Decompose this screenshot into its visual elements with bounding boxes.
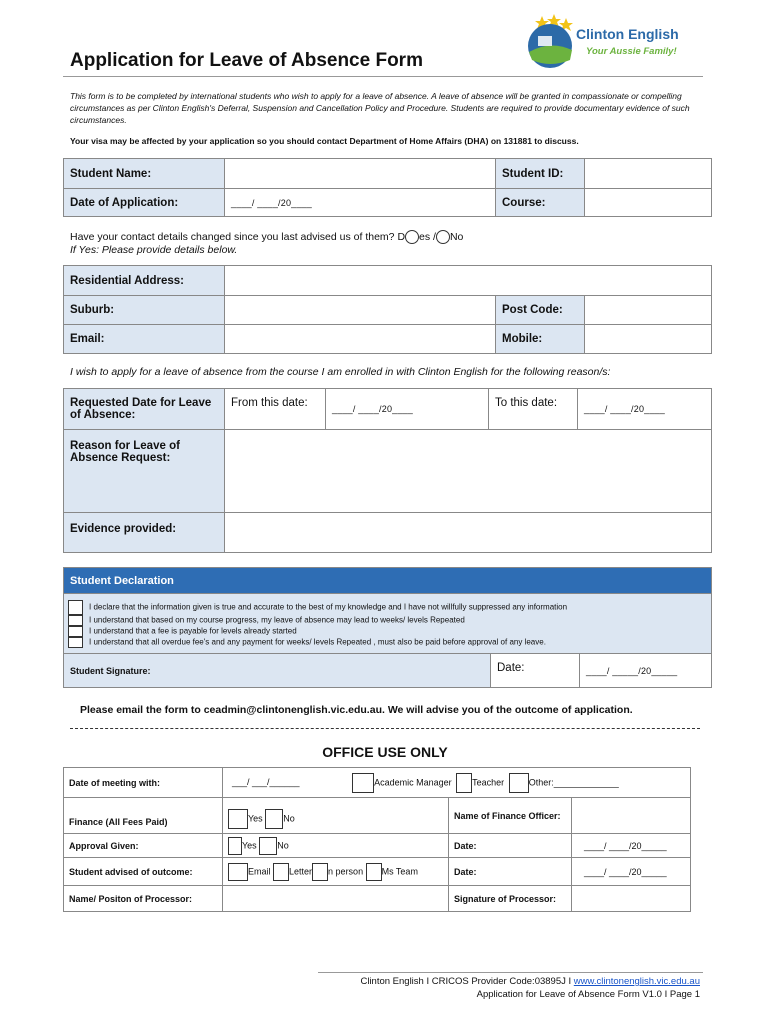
email-instruction: Please email the form to ceadmin@clintonenglish.vic.edu.au. We will advise you of the outcome of application.: [80, 704, 633, 716]
approval-yes-label: Yes: [242, 839, 257, 850]
yes-radio-label: es /: [419, 230, 436, 243]
residential-address-label: Residential Address:: [64, 266, 225, 296]
meeting-date-field[interactable]: ___/ ___/______: [232, 776, 300, 787]
to-date-field[interactable]: ____/ ____/20____: [578, 389, 712, 430]
academic-manager-label: Academic Manager: [374, 776, 452, 787]
email-option-label: Email: [248, 865, 271, 876]
to-date-label: To this date:: [489, 389, 578, 430]
declaration-date-label: Date:: [491, 654, 580, 688]
approval-date-label: Date:: [449, 834, 572, 858]
office-use-heading: OFFICE USE ONLY: [322, 744, 448, 760]
date-of-application-field[interactable]: ____/ ____/20____: [225, 189, 496, 217]
logo-emblem-icon: [520, 14, 700, 72]
contact-question-note: If Yes: Please provide details below.: [70, 244, 238, 256]
finance-yes-checkbox[interactable]: [228, 809, 248, 829]
suburb-label: Suburb:: [64, 296, 225, 325]
in-person-checkbox[interactable]: [312, 863, 328, 881]
leave-table: [63, 388, 712, 553]
teacher-label: Teacher: [472, 776, 505, 787]
footer-website-link[interactable]: www.clintonenglish.vic.edu.au: [573, 976, 700, 987]
student-name-label: Student Name:: [64, 159, 225, 189]
declaration-item-text: I understand that all overdue fee's and any payment for weeks/ levels Repeated , must also be paid before approval of any leave.: [89, 637, 546, 647]
mobile-label: Mobile:: [496, 325, 585, 354]
declaration-heading: Student Declaration: [64, 568, 712, 594]
finance-options: [223, 798, 449, 834]
from-date-field[interactable]: ____/ ____/20____: [326, 389, 489, 430]
footer-page-info: Application for Leave of Absence Form V1.0 I Page 1: [476, 989, 700, 1000]
student-id-field[interactable]: [585, 159, 712, 189]
other-checkbox[interactable]: [509, 773, 529, 793]
meeting-cell: [223, 768, 691, 798]
ms-team-option-label: Ms Team: [381, 865, 418, 876]
declaration-checkbox[interactable]: [68, 637, 83, 648]
approval-yes-checkbox[interactable]: [228, 837, 242, 855]
meeting-label: Date of meeting with:: [64, 768, 223, 798]
finance-officer-field[interactable]: [572, 798, 691, 834]
email-checkbox[interactable]: [228, 863, 248, 881]
reason-label: Reason for Leave of Absence Request:: [64, 430, 225, 513]
in-person-option-label: n person: [328, 865, 364, 876]
suburb-field[interactable]: [225, 296, 496, 325]
declaration-item: [68, 626, 707, 637]
residential-address-field[interactable]: [225, 266, 712, 296]
date-of-application-label: Date of Application:: [64, 189, 225, 217]
advised-options: [223, 858, 449, 886]
title-divider: [63, 76, 703, 77]
finance-no-label: No: [283, 813, 295, 824]
advised-label: Student advised of outcome:: [64, 858, 223, 886]
evidence-label: Evidence provided:: [64, 513, 225, 553]
email-field[interactable]: [225, 325, 496, 354]
declaration-item-text: I understand that based on my course progress, my leave of absence may lead to weeks/ levels Repeated: [89, 615, 465, 625]
student-signature-label: Student Signature:: [64, 654, 491, 688]
processor-signature-label: Signature of Processor:: [449, 886, 572, 912]
declaration-items: [64, 594, 712, 654]
evidence-field[interactable]: [225, 513, 712, 553]
contact-change-question: [70, 230, 463, 257]
letter-checkbox[interactable]: [273, 863, 289, 881]
processor-label: Name/ Positon of Processor:: [64, 886, 223, 912]
finance-label: Finance (All Fees Paid): [64, 798, 223, 834]
yes-radio[interactable]: [405, 230, 419, 244]
logo-tagline: Your Aussie Family!: [586, 46, 677, 57]
declaration-table: [63, 567, 712, 688]
no-radio-label: No: [449, 230, 464, 243]
approval-no-label: No: [277, 839, 289, 850]
declaration-date-field[interactable]: ____/ _____/20_____: [580, 654, 712, 688]
letter-option-label: Letter: [289, 865, 313, 876]
declaration-item: [68, 600, 707, 615]
from-date-label: From this date:: [225, 389, 326, 430]
course-label: Course:: [496, 189, 585, 217]
declaration-item-text: I understand that a fee is payable for levels already started: [89, 626, 297, 636]
student-name-field[interactable]: [225, 159, 496, 189]
no-radio[interactable]: [436, 230, 450, 244]
footer-divider: [318, 972, 703, 973]
declaration-item: [68, 637, 707, 648]
postcode-label: Post Code:: [496, 296, 585, 325]
finance-no-checkbox[interactable]: [265, 809, 283, 829]
apply-statement: I wish to apply for a leave of absence from the course I am enrolled in with Clinton English for the following reason/s:: [70, 366, 611, 378]
course-field[interactable]: [585, 189, 712, 217]
reason-field[interactable]: [225, 430, 712, 513]
advised-date-label: Date:: [449, 858, 572, 886]
finance-yes-label: Yes: [248, 813, 263, 824]
mobile-field[interactable]: [585, 325, 712, 354]
logo-name: Clinton English: [576, 26, 679, 42]
page-title: Application for Leave of Absence Form: [70, 50, 423, 71]
processor-field[interactable]: [223, 886, 449, 912]
approval-label: Approval Given:: [64, 834, 223, 858]
footer-provider-text: Clinton English I CRICOS Provider Code:03895J I: [360, 976, 574, 987]
declaration-item-text: I declare that the information given is true and accurate to the best of my knowledge and I have not willfully suppressed any information: [89, 602, 568, 612]
finance-officer-label: Name of Finance Officer:: [449, 798, 572, 834]
intro-text: This form is to be completed by international students who wish to apply for a leave of absence. A leave of absence will be granted in compassionate or compelling circumstances as per Clinton English's Deferral, Suspension and Cancellation Policy and Procedure. Students are required to provide documentary evidence of such circumstances.: [70, 91, 690, 125]
ms-team-checkbox[interactable]: [366, 863, 382, 881]
cut-line: [70, 728, 700, 729]
logo: [520, 14, 700, 72]
email-label: Email:: [64, 325, 225, 354]
office-use-table: [63, 767, 691, 912]
approval-options: [223, 834, 449, 858]
student-details-table: [63, 158, 712, 217]
student-id-label: Student ID:: [496, 159, 585, 189]
approval-date-field[interactable]: ____/ ____/20_____: [572, 834, 691, 858]
declaration-checkbox[interactable]: [68, 626, 83, 637]
address-table: [63, 265, 712, 354]
postcode-field[interactable]: [585, 296, 712, 325]
academic-manager-checkbox[interactable]: [352, 773, 374, 793]
footer: [360, 975, 700, 1001]
declaration-checkbox[interactable]: [68, 615, 83, 626]
teacher-checkbox[interactable]: [456, 773, 472, 793]
processor-signature-field[interactable]: [572, 886, 691, 912]
other-label: Other:_____________: [528, 776, 619, 787]
contact-question-text: Have your contact details changed since you last advised us of them? D: [70, 230, 406, 243]
advised-date-field[interactable]: ____/ ____/20_____: [572, 858, 691, 886]
declaration-item: [68, 615, 707, 626]
approval-no-checkbox[interactable]: [259, 837, 277, 855]
declaration-checkbox[interactable]: [68, 600, 83, 615]
requested-date-label: Requested Date for Leave of Absence:: [64, 389, 225, 430]
visa-note: Your visa may be affected by your application so you should contact Department of Home Affairs (DHA) on 131881 to discuss.: [70, 136, 579, 146]
